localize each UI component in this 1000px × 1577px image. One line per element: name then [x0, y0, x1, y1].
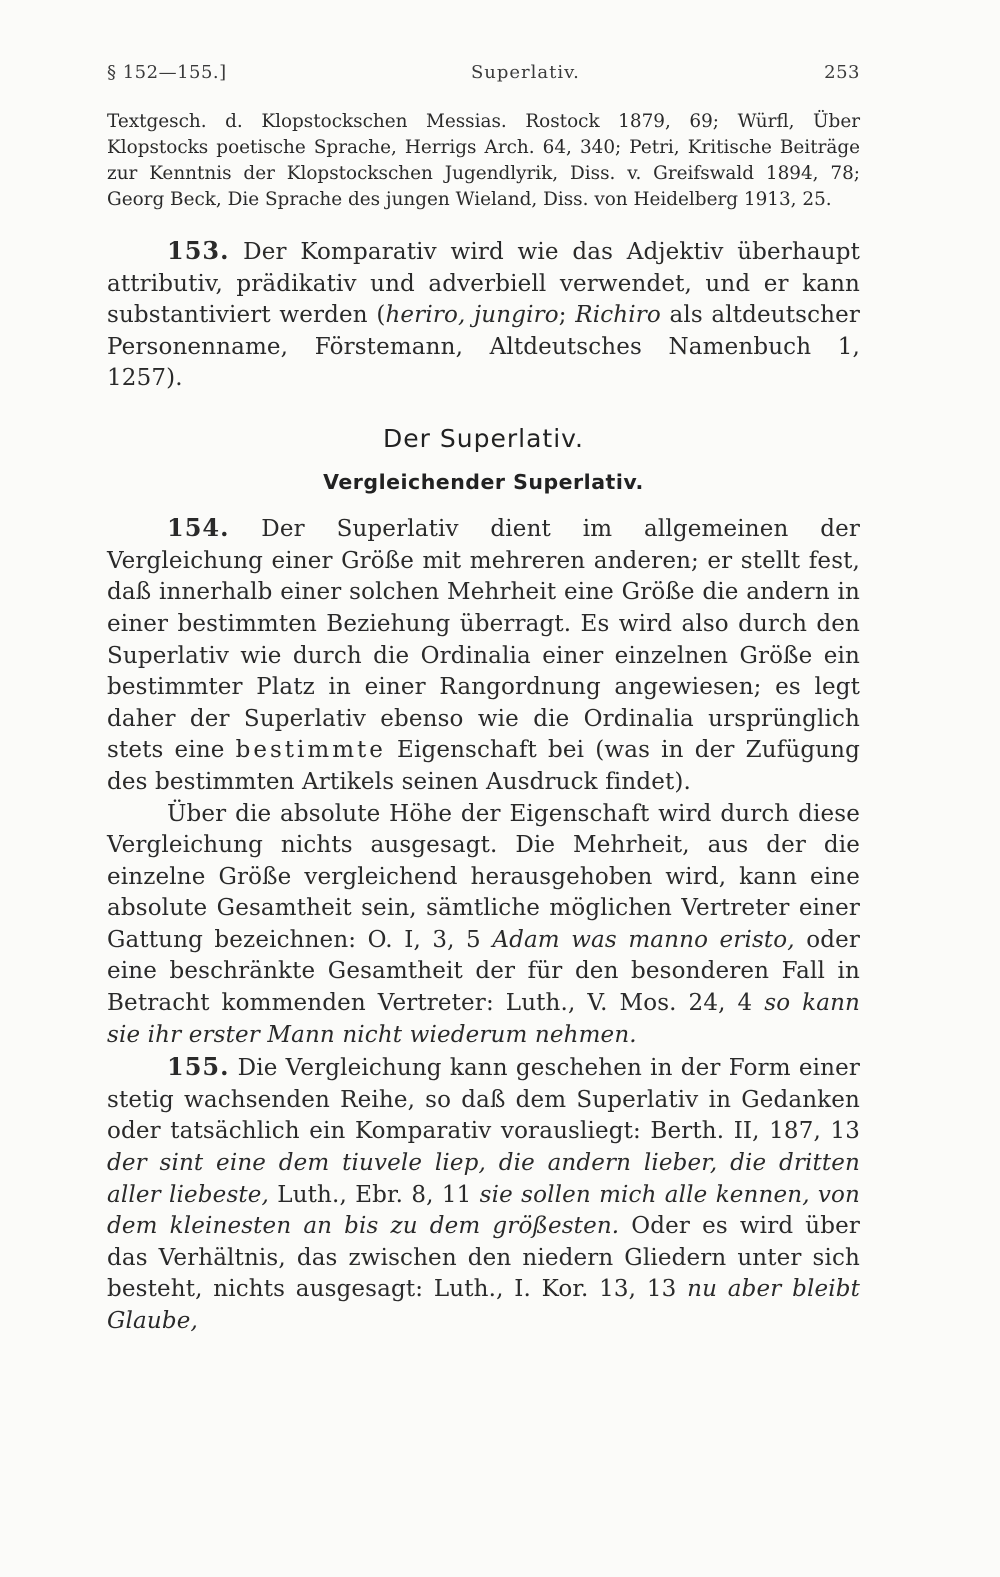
p155-text-2: Luth., Ebr. 8, 11 — [269, 1181, 480, 1208]
section-number-155: 155. — [167, 1052, 230, 1082]
running-head — [107, 62, 860, 83]
main-text — [107, 235, 860, 1338]
p153-italic-2: Richiro — [575, 302, 661, 329]
p154b-text-2: oder eine beschränkte Gesamtheit der für den besonderen Fall in Betracht kommenden Vertreter: Luth., V. Mos. 24, 4 — [107, 926, 860, 1017]
p153-text-3: als altdeutscher Personenname, Förstemann, Altdeutsches Namenbuch 1, 1257). — [107, 302, 860, 392]
p155-text-1: Die Vergleichung kann geschehen in der Form einer stetig wachsenden Reihe, so daß dem Superlativ in Gedanken oder tatsächlich ein Komparativ vorausliegt: Berth. II, 187, 13 — [107, 1055, 860, 1145]
p155-italic-1: der sint eine dem tiuvele liep, die andern lieber, die dritten aller liebeste, — [107, 1150, 860, 1208]
p154b-italic-1: Adam was manno eristo, — [492, 926, 795, 953]
section-number-153: 153. — [167, 236, 230, 265]
section-range: § 152—155.] — [107, 62, 227, 83]
section-heading: Der Superlativ. — [383, 423, 584, 453]
p153-text-1: Der Komparativ wird wie das Adjektiv überhaupt attributiv, prädikativ und adverbiell verwendet, und er kann substantiviert werden ( — [107, 239, 860, 329]
p154b-italic-2: so kann sie ihr erster Mann nicht wiederum nehmen. — [107, 990, 860, 1048]
paragraph-154b — [107, 799, 860, 1052]
page-number: 253 — [824, 62, 860, 83]
paragraph-155 — [107, 1051, 860, 1337]
running-title: Superlativ. — [470, 62, 580, 83]
p155-italic-2: sie sollen mich alle kennen, von dem kleinesten an bis zu dem größesten. — [107, 1181, 861, 1240]
footnote-continuation: Textgesch. d. Klopstockschen Messias. Rostock 1879, 69; Würfl, Über Klopstocks poetische Sprache, Herrigs Arch. 64, 340; Petri, Kritische Beiträge zur Kenntnis der Klopstockschen Jugendlyrik, Diss. v. Greifswald 1894, 78; Georg Beck, Die Sprache des jungen Wieland, Diss. von Heidelberg 1913, 25. — [107, 111, 860, 210]
p154-spaced-word: bestimmte — [235, 737, 386, 764]
subsection-heading: Vergleichender Superlativ. — [323, 469, 644, 494]
section-number-154: 154. — [167, 513, 230, 543]
p155-italic-3: nu aber bleibt Glaube, — [107, 1276, 860, 1334]
p154b-text-1: Über die absolute Höhe der Eigenschaft wird durch diese Vergleichung nichts ausgesagt. Die Mehrheit, aus der die einzelne Größe vergleichend herausgehoben wird, kann eine absolute Gesamtheit sein, sämtliche möglichen Vertreter einer Gattung bezeichnen: O. I, 3, 5 — [107, 800, 860, 953]
paragraph-154 — [107, 512, 860, 798]
p153-italic-1: heriro, jungiro — [385, 302, 559, 329]
p154-text-1: Der Superlativ dient im allgemeinen der Vergleichung einer Größe mit mehreren anderen; er stellt fest, daß innerhalb einer solchen Mehrheit eine Größe die andern in einer bestimmten Beziehung überragt. Es wird also durch den Superlativ wie durch die Ordinalia einer einzelnen Größe ein bestimmter Platz in einer Rangordnung angewiesen; es legt daher der Superlativ ebenso wie die Ordinalia ursprünglich stets eine — [107, 516, 860, 764]
p154-text-2: Eigenschaft bei (was in der Zufügung des bestimmten Artikels seinen Ausdruck findet). — [107, 737, 860, 795]
p155-text-3: Oder es wird über das Verhältnis, das zwischen den niedern Gliedern unter sich besteht, nichts ausgesagt: Luth., I. Kor. 13, 13 — [107, 1213, 860, 1303]
p153-text-2: ; — [558, 302, 576, 329]
paragraph-153 — [107, 235, 860, 395]
